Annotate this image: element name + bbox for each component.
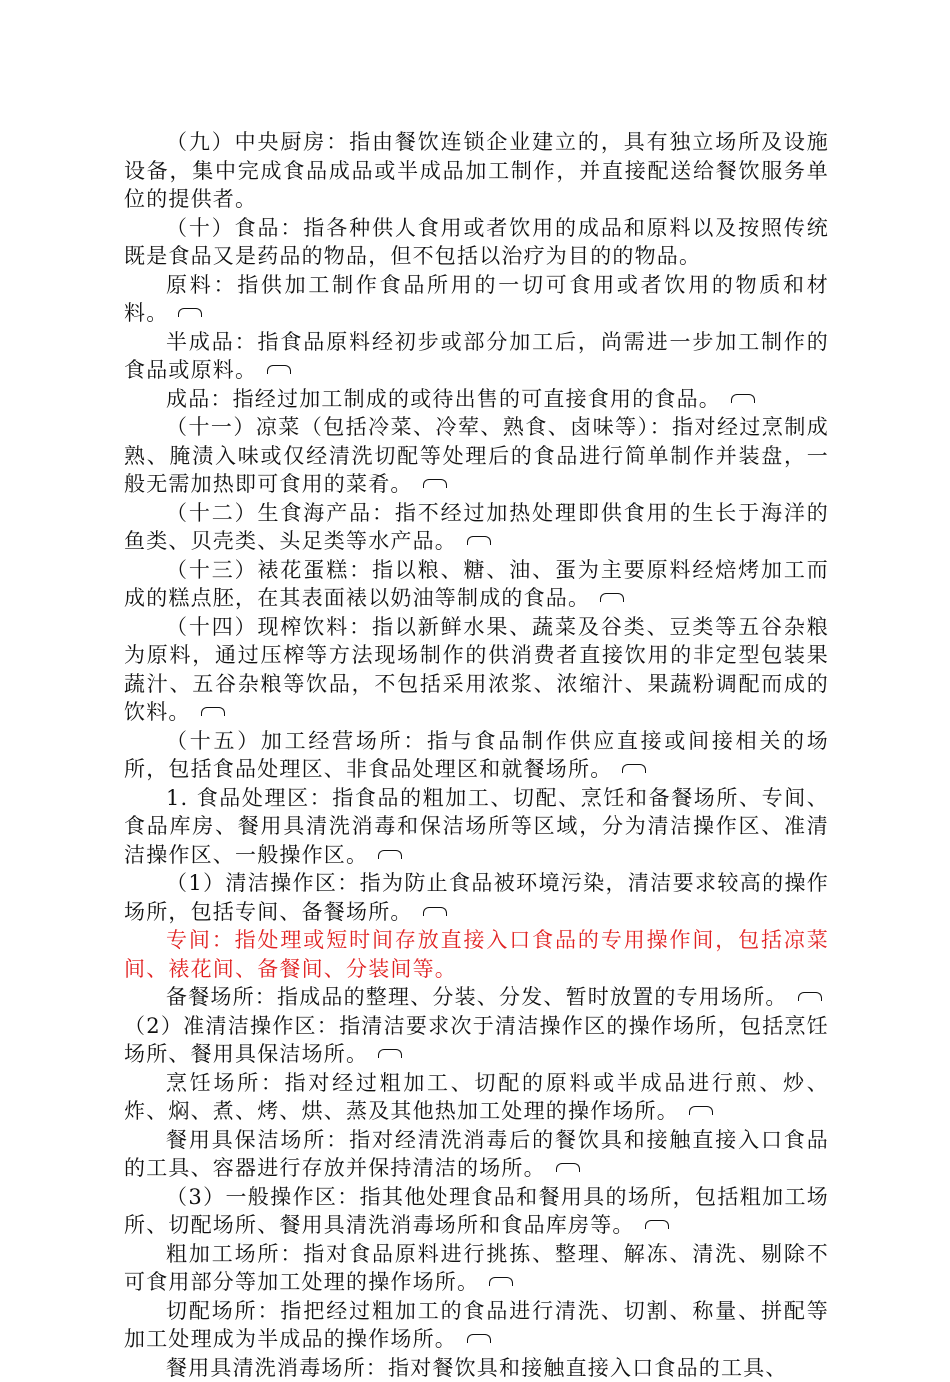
revision-mark-icon [267, 365, 291, 374]
revision-mark-icon [423, 479, 447, 488]
para-finished-product: 成品：指经过加工制成的或待出售的可直接食用的食品。 [124, 385, 829, 414]
revision-mark-icon [489, 1277, 513, 1286]
para-food: （十）食品：指各种供人食用或者饮用的成品和原料以及按照传统既是食品又是药品的物品，但不包括以治疗为目的的物品。 [124, 214, 829, 271]
revision-mark-icon [467, 536, 491, 545]
revision-mark-icon [201, 707, 225, 716]
revision-mark-icon [622, 764, 646, 773]
para-cold-dishes: （十一）凉菜（包括冷菜、冷荤、熟食、卤味等）：指对经过烹制成熟、腌渍入味或仅经清洗切配等处理后的食品进行简单制作并装盘，一般无需加热即可食用的菜肴。 [124, 413, 829, 499]
para-operation-site: （十五）加工经营场所：指与食品制作供应直接或间接相关的场所，包括食品处理区、非食品处理区和就餐场所。 [124, 727, 829, 784]
para-raw-seafood: （十二）生食海产品：指不经过加热处理即供食用的生长于海洋的鱼类、贝壳类、头足类等水产品。 [124, 499, 829, 556]
revision-mark-icon [689, 1106, 713, 1115]
para-food-processing-area: 1. 食品处理区：指食品的粗加工、切配、烹饪和备餐场所、专间、食品库房、餐用具清洗消毒和保洁场所等区域，分为清洁操作区、准清洁操作区、一般操作区。 [124, 784, 829, 870]
para-raw-material: 原料：指供加工制作食品所用的一切可食用或者饮用的物质和材料。 [124, 271, 829, 328]
para-utensil-storage: 餐用具保洁场所：指对经清洗消毒后的餐饮具和接触直接入口食品的工具、容器进行存放并保持清洁的场所。 [124, 1126, 829, 1183]
revision-mark-icon [467, 1334, 491, 1343]
revision-mark-icon [423, 907, 447, 916]
revision-mark-icon [798, 992, 822, 1001]
revision-mark-icon [378, 850, 402, 859]
para-semi-clean-area: （2）准清洁操作区：指清洁要求次于清洁操作区的操作场所，包括烹饪场所、餐用具保洁场所。 [124, 1012, 829, 1069]
para-general-area: （3）一般操作区：指其他处理食品和餐用具的场所，包括粗加工场所、切配场所、餐用具清洗消毒场所和食品库房等。 [124, 1183, 829, 1240]
para-central-kitchen: （九）中央厨房：指由餐饮连锁企业建立的，具有独立场所及设施设备，集中完成食品成品或半成品加工制作，并直接配送给餐饮服务单位的提供者。 [124, 128, 829, 214]
para-meal-prep-site: 备餐场所：指成品的整理、分装、分发、暂时放置的专用场所。 [124, 983, 829, 1012]
para-special-room: 专间：指处理或短时间存放直接入口食品的专用操作间，包括凉菜间、裱花间、备餐间、分装间等。 [124, 926, 829, 983]
para-cutting-site: 切配场所：指把经过粗加工的食品进行清洗、切割、称量、拼配等加工处理成为半成品的操作场所。 [124, 1297, 829, 1354]
para-utensil-washing: 餐用具清洗消毒场所：指对餐饮具和接触直接入口食品的工具、 [124, 1354, 829, 1382]
revision-mark-icon [731, 394, 755, 403]
revision-mark-icon [600, 593, 624, 602]
revision-mark-icon [178, 308, 202, 317]
para-semi-finished: 半成品：指食品原料经初步或部分加工后，尚需进一步加工制作的食品或原料。 [124, 328, 829, 385]
revision-mark-icon [378, 1049, 402, 1058]
revision-mark-icon [556, 1163, 580, 1172]
para-rough-processing: 粗加工场所：指对食品原料进行挑拣、整理、解冻、清洗、剔除不可食用部分等加工处理的操作场所。 [124, 1240, 829, 1297]
revision-mark-icon [645, 1220, 669, 1229]
para-decorated-cake: （十三）裱花蛋糕：指以粮、糖、油、蛋为主要原料经焙烤加工而成的糕点胚，在其表面裱以奶油等制成的食品。 [124, 556, 829, 613]
para-clean-area: （1）清洁操作区：指为防止食品被环境污染，清洁要求较高的操作场所，包括专间、备餐场所。 [124, 869, 829, 926]
para-cooking-site: 烹饪场所：指对经过粗加工、切配的原料或半成品进行煎、炒、炸、焖、煮、烤、烘、蒸及其他热加工处理的操作场所。 [124, 1069, 829, 1126]
para-fresh-juice: （十四）现榨饮料：指以新鲜水果、蔬菜及谷类、豆类等五谷杂粮为原料，通过压榨等方法现场制作的供消费者直接饮用的非定型包装果蔬汁、五谷杂粮等饮品，不包括采用浓浆、浓缩汁、果蔬粉调配而成的饮料。 [124, 613, 829, 727]
document-body [124, 128, 829, 1382]
